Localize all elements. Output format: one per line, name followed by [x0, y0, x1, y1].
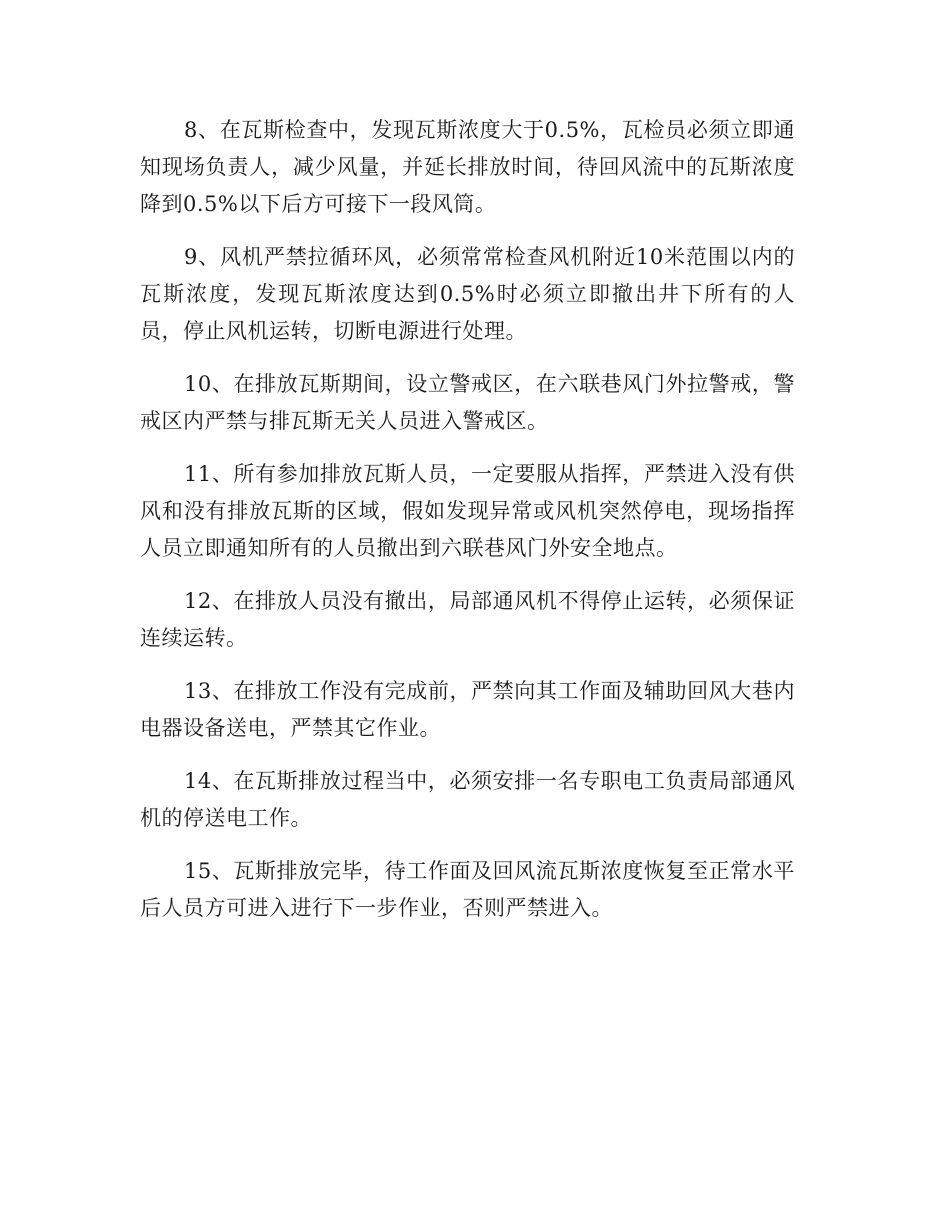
paragraph-item-10: 10、在排放瓦斯期间，设立警戒区，在六联巷风门外拉警戒，警戒区内严禁与排瓦斯无关人员进入警戒区。 [140, 372, 795, 433]
paragraph-item-12: 12、在排放人员没有撤出，局部通风机不得停止运转，必须保证连续运转。 [140, 589, 795, 650]
paragraph-item-14: 14、在瓦斯排放过程当中，必须安排一名专职电工负责局部通风机的停送电工作。 [140, 769, 795, 830]
paragraph-item-9: 9、风机严禁拉循环风，必须常常检查风机附近10米范围以内的瓦斯浓度，发现瓦斯浓度达到0.5%时必须立即撤出井下所有的人员，停止风机运转，切断电源进行处理。 [140, 245, 795, 343]
paragraph-item-13: 13、在排放工作没有完成前，严禁向其工作面及辅助回风大巷内电器设备送电，严禁其它作业。 [140, 679, 795, 740]
document-body [140, 112, 795, 943]
paragraph-item-11: 11、所有参加排放瓦斯人员，一定要服从指挥，严禁进入没有供风和没有排放瓦斯的区域，假如发现异常或风机突然停电，现场指挥人员立即通知所有的人员撤出到六联巷风门外安全地点。 [140, 462, 795, 560]
paragraph-item-15: 15、瓦斯排放完毕，待工作面及回风流瓦斯浓度恢复至正常水平后人员方可进入进行下一步作业，否则严禁进入。 [140, 859, 795, 920]
paragraph-item-8: 8、在瓦斯检查中，发现瓦斯浓度大于0.5%，瓦检员必须立即通知现场负责人，减少风量，并延长排放时间，待回风流中的瓦斯浓度降到0.5%以下后方可接下一段风筒。 [140, 118, 795, 216]
